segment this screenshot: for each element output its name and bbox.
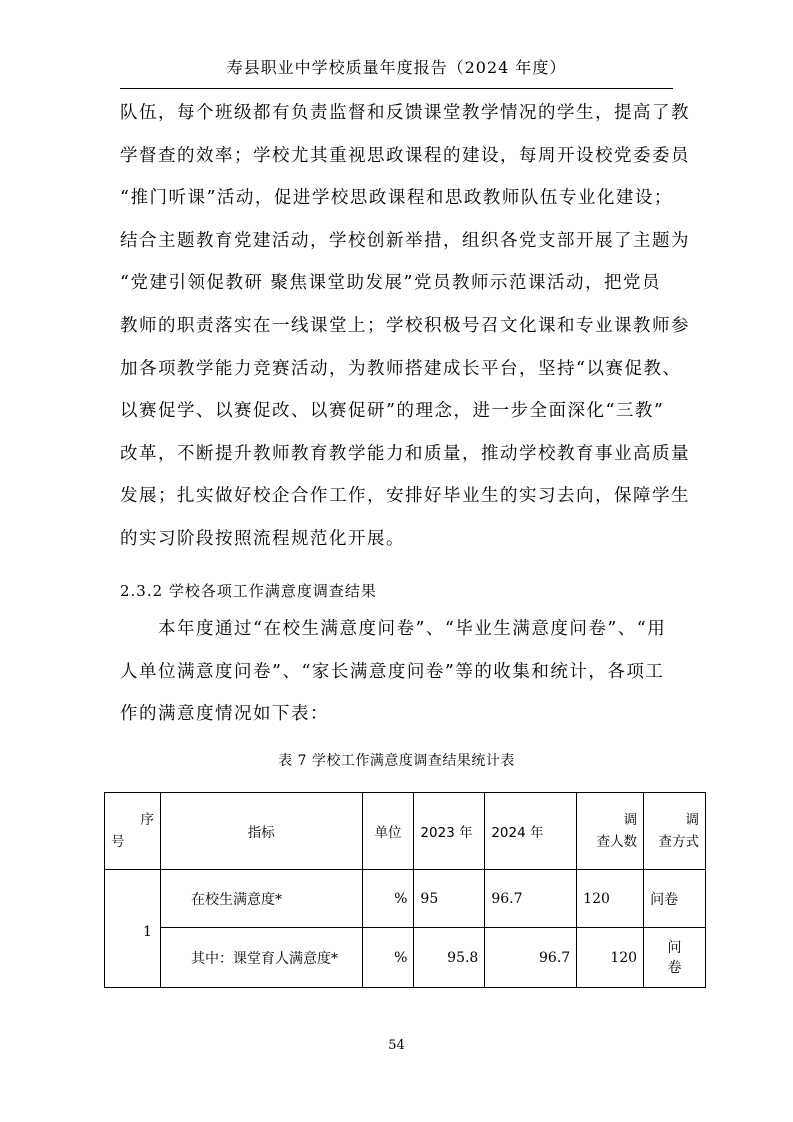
- paragraph-line: “党建引领促教研 聚焦课堂助发展”党员教师示范课活动，把党员: [120, 273, 661, 294]
- header-method-line2: 查方式: [658, 834, 699, 850]
- header-method-line1: 调: [685, 812, 699, 828]
- paragraph-line: 人单位满意度问卷”、“家长满意度问卷”等的收集和统计，各项工: [120, 661, 665, 682]
- paragraph-line: 加各项教学能力竞赛活动，为教师搭建成长平台，坚持“以赛促教、: [120, 358, 682, 379]
- header-seq-line1: 序: [140, 812, 154, 828]
- cell-indicator: 其中：课堂育人满意度*: [160, 928, 362, 988]
- cell-unit: %: [362, 870, 414, 928]
- header-count: [577, 793, 644, 870]
- cell-method: [644, 928, 706, 988]
- cell-unit: %: [362, 928, 414, 988]
- cell-2024: 96.7: [485, 870, 577, 928]
- cell-count: 120: [577, 928, 644, 988]
- paragraph-line: 本年度通过“在校生满意度问卷”、“毕业生满意度问卷”、“用: [120, 619, 667, 639]
- paragraph-line: 学督查的效率；学校尤其重视思政课程的建设，每周开设校党委委员: [120, 145, 690, 166]
- body-paragraph-1: [120, 92, 690, 561]
- header-2023: 2023 年: [414, 793, 485, 870]
- paragraph-line: 队伍，每个班级都有负责监督和反馈课堂教学情况的学生，提高了教: [120, 103, 690, 123]
- paragraph-line: 的实习阶段按照流程规范化开展。: [120, 528, 405, 549]
- paragraph-line: 作的满意度情况如下表：: [120, 704, 329, 725]
- paragraph-line: 改革，不断提升教师教育教学能力和质量，推动学校教育事业高质量: [120, 443, 690, 464]
- header-count-line1: 调: [623, 812, 638, 828]
- paragraph-line: 以赛促学、以赛促改、以赛促研”的理念，进一步全面深化“三教”: [120, 401, 665, 422]
- table-row: [105, 928, 706, 988]
- table-row: [105, 870, 706, 928]
- paragraph-line: 发展；扎实做好校企合作工作，安排好毕业生的实习去向，保障学生: [120, 486, 690, 507]
- header-indicator: 指标: [160, 793, 362, 870]
- paragraph-line: 教师的职责落实在一线课堂上；学校积极号召文化课和专业课教师参: [120, 315, 690, 336]
- table-caption: 表 7 学校工作满意度调查结果统计表: [278, 753, 515, 769]
- section-heading: 2.3.2 学校各项工作满意度调查结果: [120, 582, 377, 600]
- header-seq-line2: 号: [111, 834, 125, 850]
- satisfaction-table: [104, 792, 706, 988]
- cell-2024: 96.7: [485, 928, 577, 988]
- header-seq: [105, 793, 161, 870]
- cell-count: 120: [577, 870, 644, 928]
- header-divider: [120, 88, 673, 89]
- table-header-row: [105, 793, 706, 870]
- page-header-title: 寿县职业中学校质量年度报告（2024 年度）: [226, 58, 567, 77]
- cell-method-line2: 卷: [667, 959, 682, 976]
- paragraph-line: “推门听课”活动，促进学校思政课程和思政教师队伍专业化建设；: [120, 188, 673, 209]
- paragraph-line: 结合主题教育党建活动，学校创新举措，组织各党支部开展了主题为: [120, 230, 690, 251]
- cell-seq: 1: [105, 870, 161, 988]
- cell-method: 问卷: [644, 870, 706, 928]
- header-method: [644, 793, 706, 870]
- header-unit: 单位: [362, 793, 414, 870]
- cell-2023: 95: [414, 870, 485, 928]
- header-2024: 2024 年: [485, 793, 577, 870]
- cell-indicator: 在校生满意度*: [160, 870, 362, 928]
- cell-2023: 95.8: [414, 928, 485, 988]
- cell-method-line1: 问: [667, 939, 682, 956]
- header-count-line2: 查人数: [596, 834, 638, 850]
- body-paragraph-2: [120, 608, 680, 736]
- page-number: 54: [388, 1038, 405, 1053]
